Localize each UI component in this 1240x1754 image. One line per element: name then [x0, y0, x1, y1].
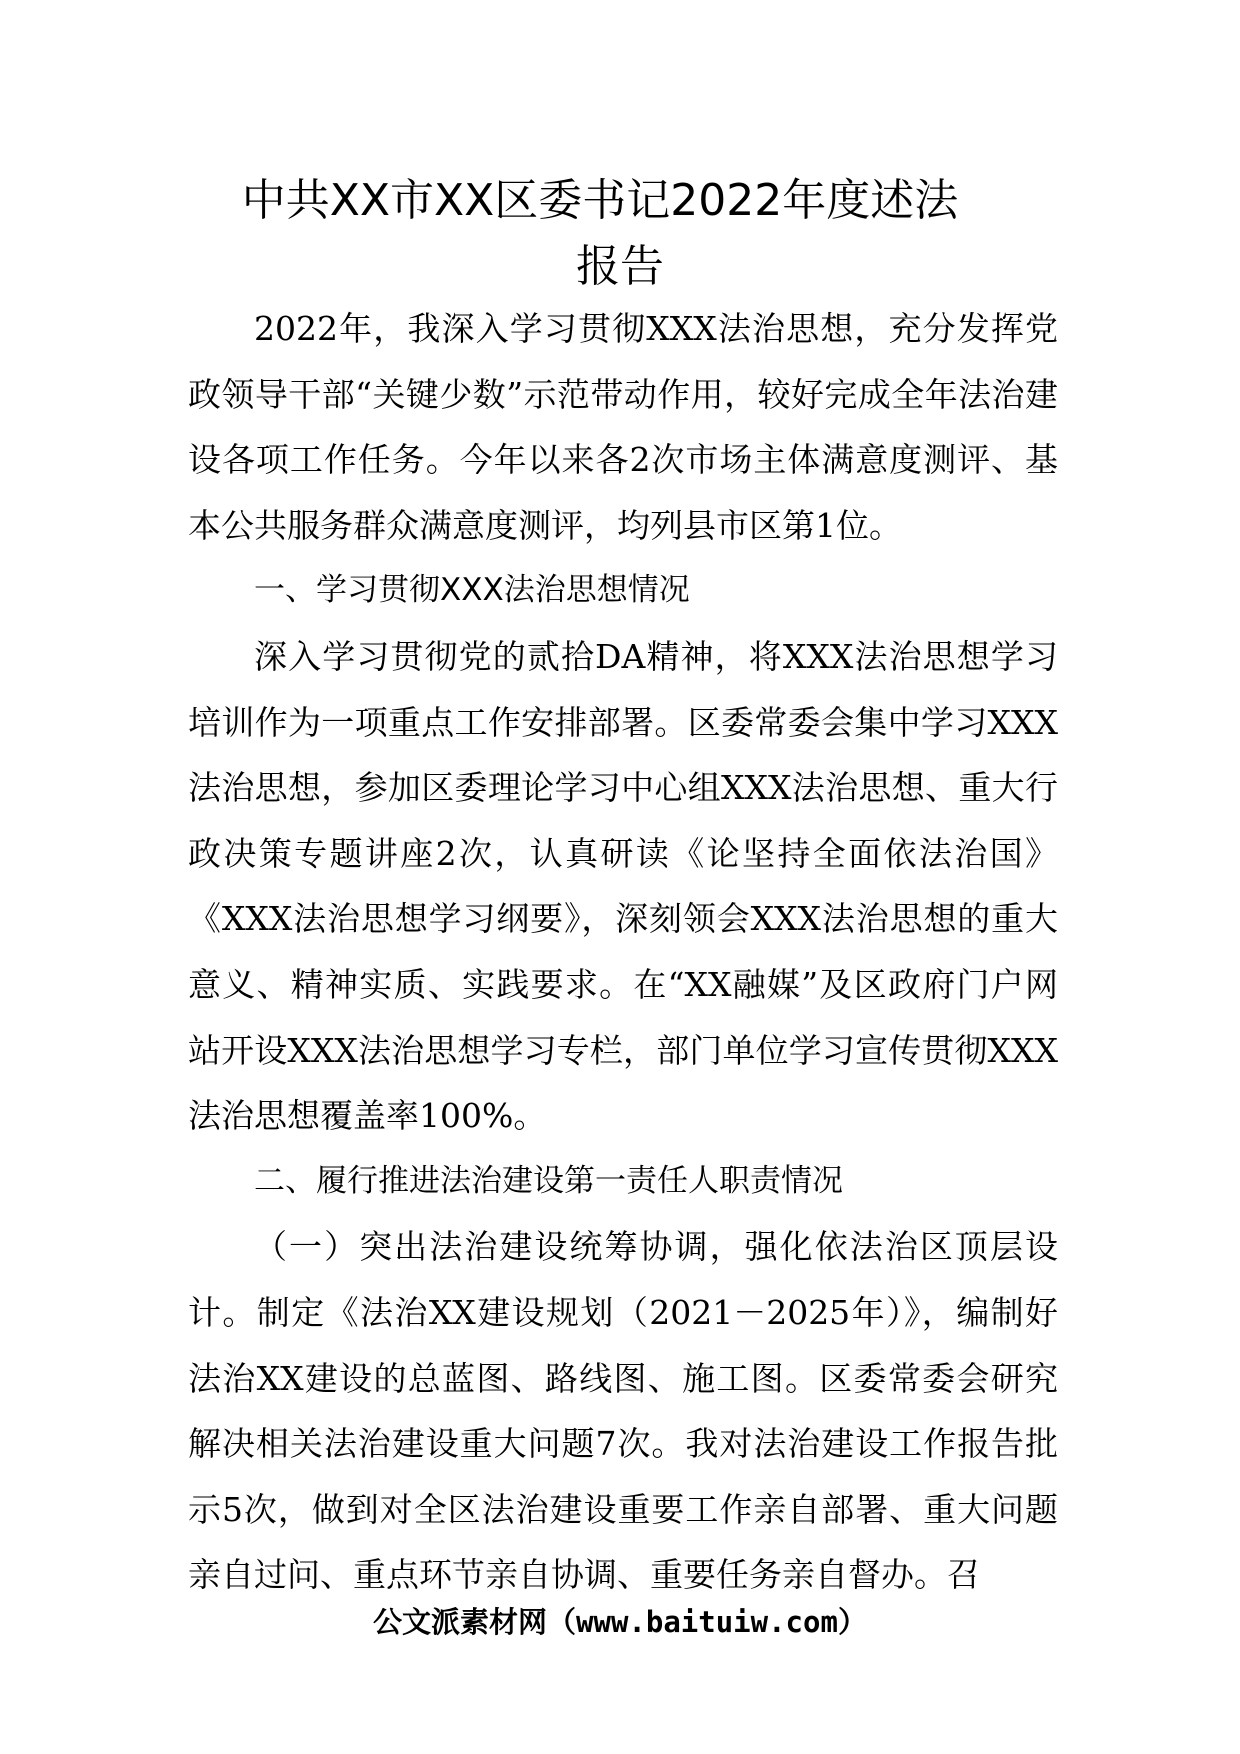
document-title-line-1: 中共XX市XX区委书记2022年度述法	[241, 175, 959, 226]
intro-paragraph: 2022年，我深入学习贯彻XXX法治思想，充分发挥党政领导干部“关键少数”示范带动作用，较好完成全年法治建设各项工作任务。今年以来各2次市场主体满意度测评、基本公共服务群众满意度测评，均列县市区第1位。	[188, 309, 1058, 545]
section-1-heading: 一、学习贯彻XXX法治思想情况	[254, 572, 690, 609]
footer-watermark: 公文派素材网（www.baituiw.com）	[373, 1605, 867, 1639]
section-1-paragraph: 深入学习贯彻党的贰拾DA精神，将XXX法治思想学习培训作为一项重点工作安排部署。区委常委会集中学习XXX法治思想，参加区委理论学习中心组XXX法治思想、重大行政决策专题讲座2次，认真研读《论坚持全面依法治国》《XXX法治思想学习纲要》，深刻领会XXX法治思想的重大意义、精神实质、实践要求。在“XX融媒”及区政府门户网站开设XXX法治思想学习专栏，部门单位学习宣传贯彻XXX法治思想覆盖率100%。	[188, 636, 1058, 1136]
section-2-heading: 二、履行推进法治建设第一责任人职责情况	[254, 1162, 843, 1199]
document-body	[188, 296, 1058, 1608]
section-2-subsection-1-paragraph: （一）突出法治建设统筹协调，强化依法治区顶层设计。制定《法治XX建设规划（2021－2025年）》，编制好法治XX建设的总蓝图、路线图、施工图。区委常委会研究解决相关法治建设重大问题7次。我对法治建设工作报告批示5次，做到对全区法治建设重要工作亲自部署、重大问题亲自过问、重点环节亲自协调、重要任务亲自督办。召	[188, 1227, 1058, 1595]
document-title-line-2: 报告	[576, 241, 664, 292]
